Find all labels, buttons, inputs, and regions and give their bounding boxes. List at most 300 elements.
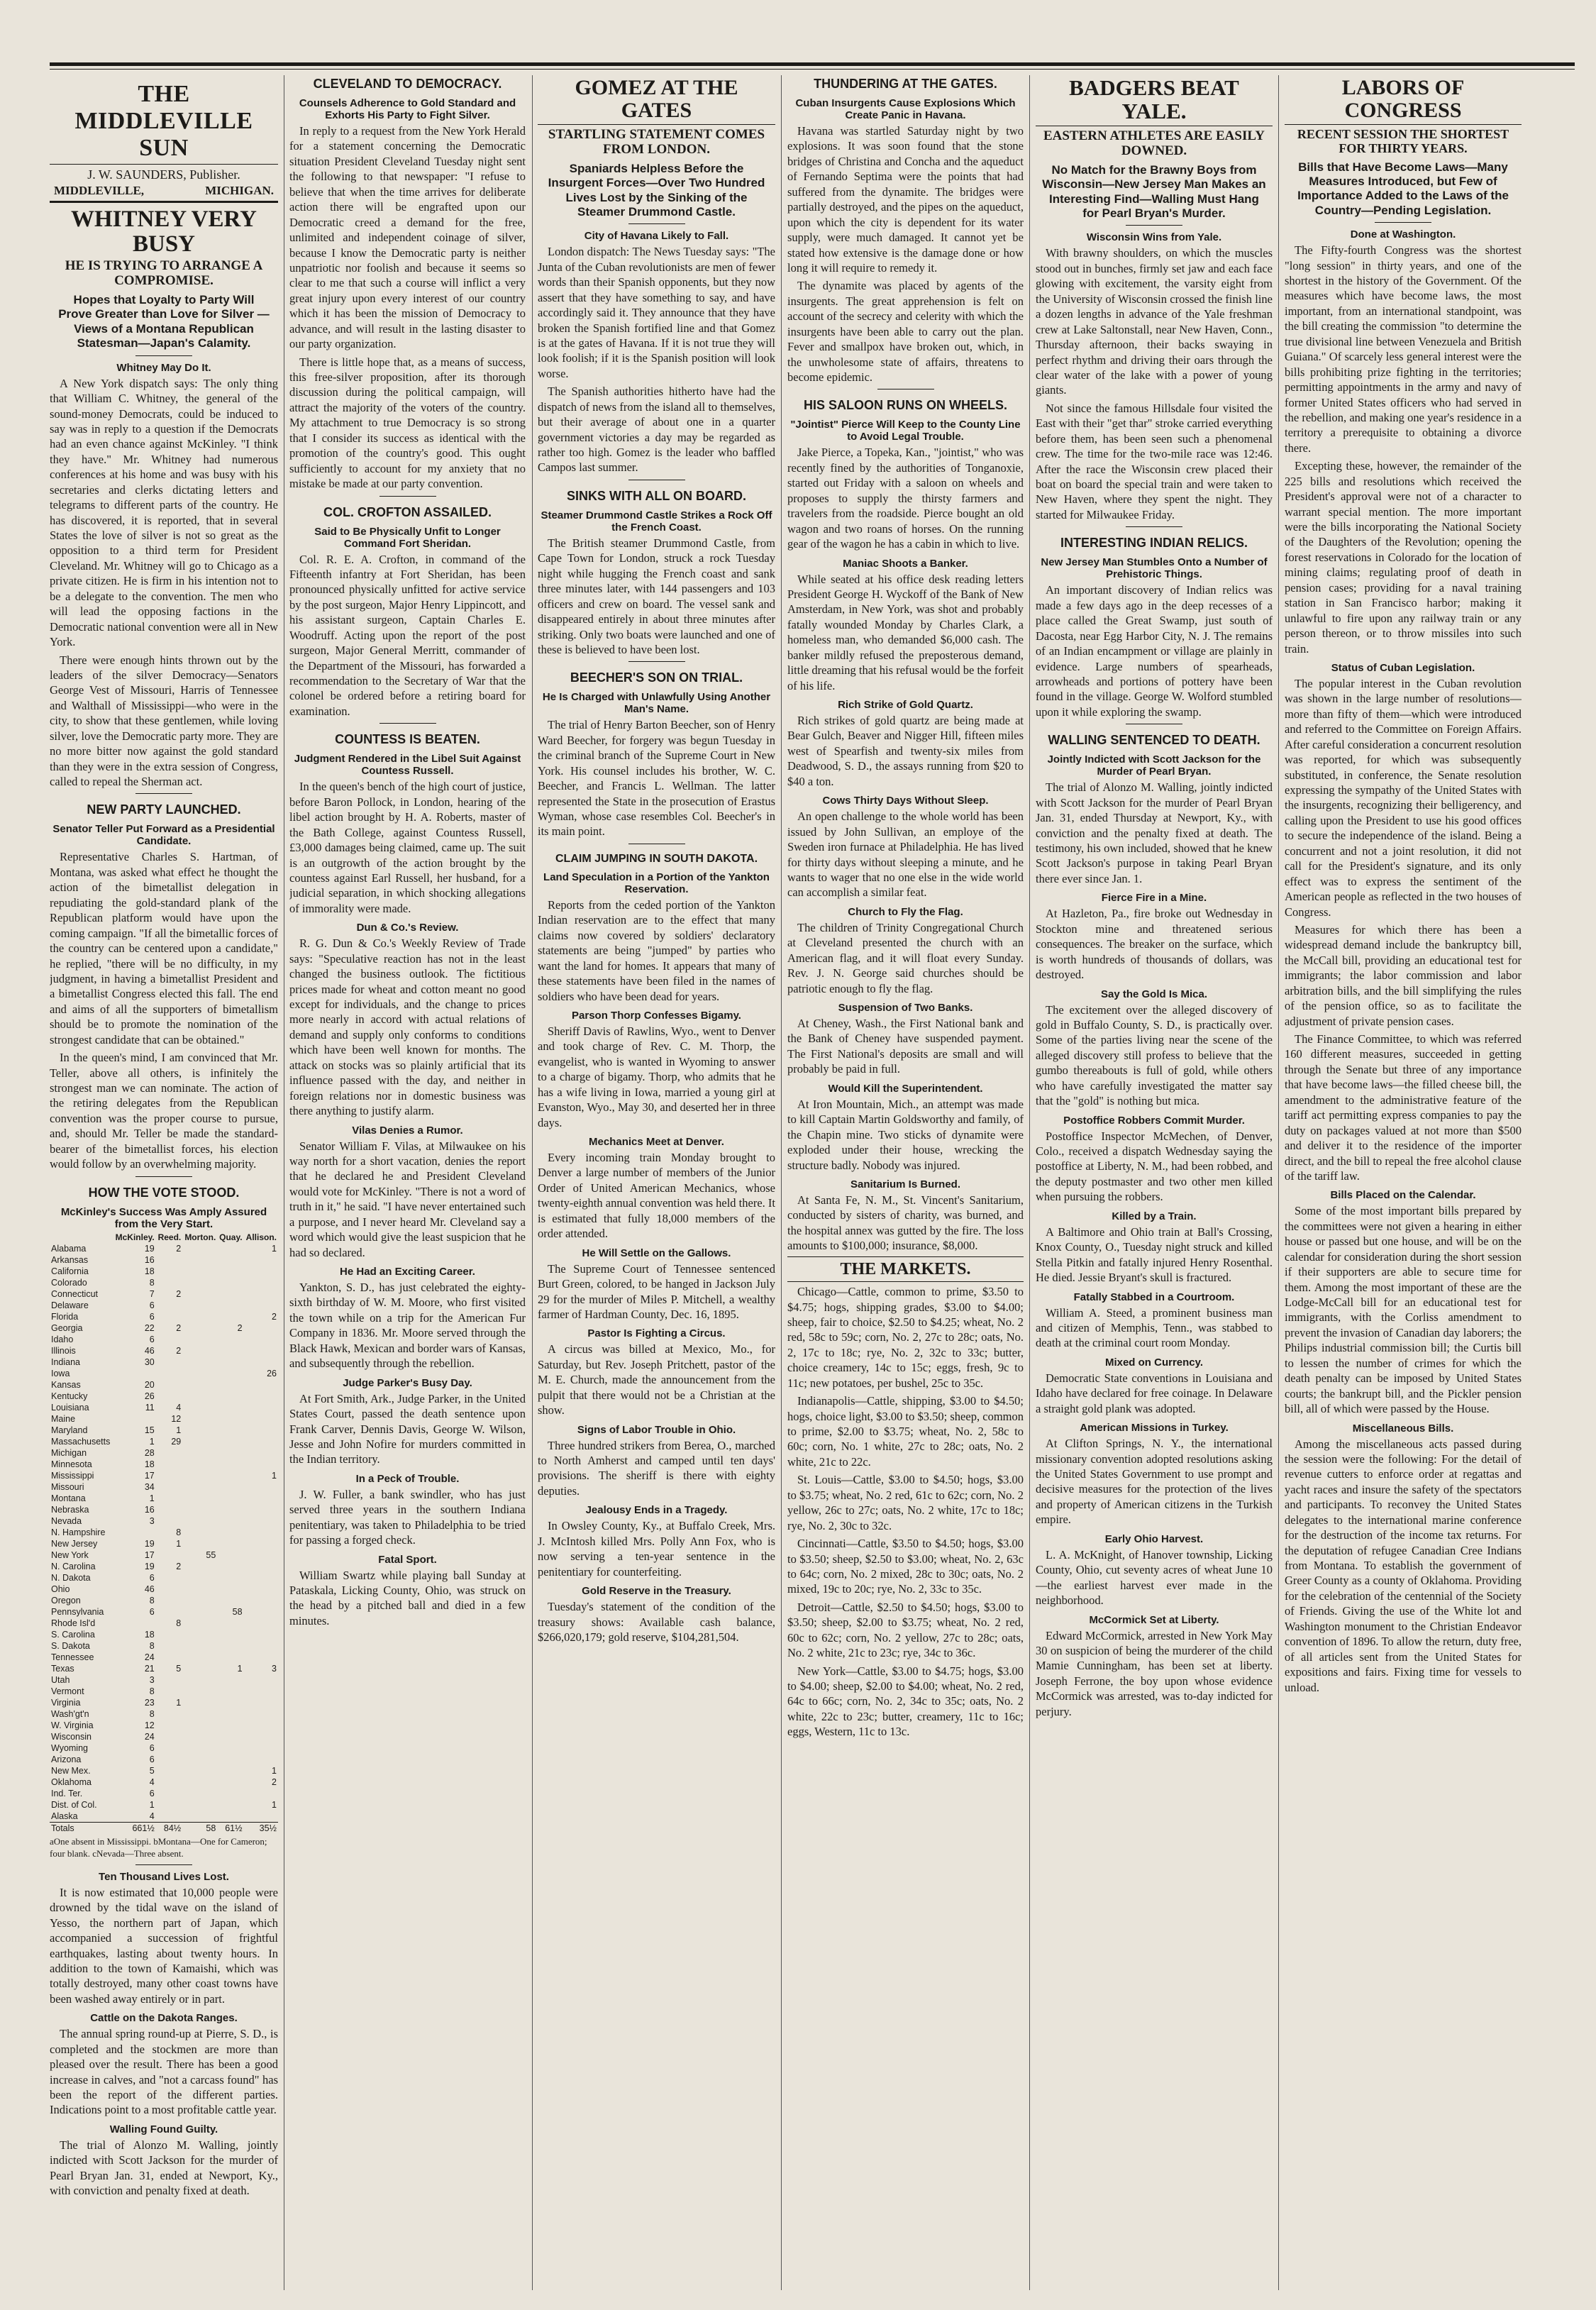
table-row: [50, 1311, 278, 1322]
table-cell: [182, 1618, 217, 1629]
table-cell: Alaska: [51, 1811, 78, 1821]
table-cell: [217, 1391, 243, 1402]
section-title: HOW THE VOTE STOOD.: [88, 1185, 240, 1200]
table-cell: [182, 1391, 217, 1402]
table-cell: [156, 1493, 183, 1504]
table-cell: [217, 1368, 243, 1379]
table-cell: [244, 1652, 278, 1663]
table-cell: 19: [144, 1538, 155, 1549]
table-row: [50, 1584, 278, 1595]
section-title: Miscellaneous Bills.: [1352, 1422, 1454, 1435]
table-row: [50, 1254, 278, 1266]
table-cell: Arkansas: [51, 1254, 89, 1265]
table-cell: Ind. Ter.: [51, 1788, 83, 1798]
table-cell: Montana: [51, 1493, 86, 1503]
table-cell: [182, 1640, 217, 1652]
divider: [379, 723, 436, 724]
table-cell: [244, 1266, 278, 1277]
article-paragraph: The trial of Alonzo M. Walling, jointly indicted with Scott Jackson for the murder of Pearl Bryan Jan. 31, ended Thursday at Newport, Ky., with conviction and the penalty fixed at death. The testimony, his own included, showed that he knew Scott Jackson's purpose in taking Pearl Bryan there ever since Jan. 1.: [1036, 780, 1273, 885]
table-cell: 8: [149, 1277, 155, 1288]
section-title: Say the Gold Is Mica.: [1100, 988, 1208, 1000]
article-paragraph: Yankton, S. D., has just celebrated the eighty-sixth birthday of W. M. Moore, who first visited the town while on a trip for the American Fur Company in 1836. Mr. Moore served through the Black Hawk, Mexican and border wars of Kansas, and subsequently through the rebellion.: [289, 1281, 526, 1371]
table-cell: 8: [149, 1708, 155, 1719]
table-cell: [244, 1549, 278, 1561]
market-report: Chicago—Cattle, common to prime, $3.50 to $4.75; hogs, shipping grades, $3.00 to $4.00; sheep, fair to choice, $2.50 to $4.25; wheat, No. 2 red, 58c to 59c; corn, No. 2, 27c to 28c; oats, No. 2, 17c to 18c; rye, No. 2, 32c to 33c; butter, choice creamery, 14c to 15c; eggs, fresh, 9c to 11c; new potatoes, per bushel, 25c to 35c.: [787, 1285, 1024, 1390]
table-cell: [244, 1402, 278, 1413]
table-cell: 1: [176, 1538, 182, 1549]
table-cell: 12: [171, 1413, 182, 1424]
vote-table-header: [50, 1232, 278, 1243]
table-row: [50, 1663, 278, 1674]
table-cell: Mississippi: [51, 1470, 94, 1481]
table-cell: [244, 1686, 278, 1697]
table-cell: Dist. of Col.: [51, 1799, 97, 1810]
table-cell: [182, 1527, 217, 1538]
table-cell: [244, 1322, 278, 1334]
table-row: [50, 1640, 278, 1652]
headline: WHITNEY VERY BUSY: [71, 206, 257, 257]
table-cell: Virginia: [51, 1697, 81, 1708]
table-cell: 3: [149, 1515, 155, 1526]
table-cell: 8: [176, 1527, 182, 1537]
table-cell: Massachusetts: [51, 1436, 111, 1447]
table-cell: Florida: [51, 1311, 79, 1322]
section-title: Whitney May Do It.: [116, 361, 211, 374]
table-cell: [156, 1549, 183, 1561]
table-cell: N. Dakota: [51, 1572, 91, 1583]
section-title: Status of Cuban Legislation.: [1331, 661, 1475, 674]
table-cell: [217, 1334, 243, 1345]
table-cell: [244, 1527, 278, 1538]
table-cell: [217, 1277, 243, 1288]
table-cell: S. Dakota: [51, 1640, 90, 1651]
table-cell: 1: [272, 1243, 277, 1254]
table-row: [50, 1799, 278, 1811]
table-cell: Indiana: [51, 1356, 81, 1367]
section-deck: "Jointist" Pierce Will Keep to the County Line to Avoid Legal Trouble.: [790, 419, 1021, 443]
table-cell: [217, 1788, 243, 1799]
article-paragraph: The British steamer Drummond Castle, from Cape Town for London, struck a rock Tuesday night while hugging the French coast and sank three minutes later, with 144 passengers and 103 officers and crew on board. The vessel sank and disappeared entirely in about three minutes after striking. Only two boats were launched and one of these is believed to have been lost.: [538, 536, 775, 656]
table-cell: [244, 1379, 278, 1391]
article-paragraph: An important discovery of Indian relics was made a few days ago in the deep recesses of a place called the Great Swamp, just south of Dacosta, near Egg Harbor City, N. J. The remains of an Indian encampment or village are plainly in evidence. Large numbers of spearheads, arrowheads and portions of pottery have been found in the village. George W. Wolford stumbled upon it while exploring the swamp.: [1036, 583, 1273, 719]
table-cell: Illinois: [51, 1345, 76, 1356]
table-cell: 4: [149, 1811, 155, 1821]
table-row: [50, 1742, 278, 1754]
table-cell: 18: [144, 1629, 155, 1640]
table-cell: [217, 1470, 243, 1481]
table-row: [50, 1720, 278, 1731]
table-cell: [217, 1356, 243, 1368]
table-cell: [156, 1447, 183, 1459]
table-cell: 1: [272, 1470, 277, 1481]
table-cell: [182, 1266, 217, 1277]
table-cell: [217, 1515, 243, 1527]
table-row: [50, 1266, 278, 1277]
table-cell: 17: [144, 1549, 155, 1560]
section-title: He Had an Exciting Career.: [340, 1266, 475, 1278]
article-paragraph: In reply to a request from the New York Herald for a statement concerning the Democratic situation President Cleveland Tuesday night sent the following to that newspaper: "I refuse to believe that when the time arrives for deliberate action there will be engrafted upon our Democratic creed a demand for the free, unlimited and independent coinage of silver, because I know the Democratic party is neither unpatriotic nor foolish and because it seems so clear to me that such a course will inflict a very great injury upon every interest of our country which it has been the mission of Democracy to advance, and will result in the lasting disaster to our party organization.: [289, 124, 526, 351]
article-paragraph: At Cheney, Wash., the First National bank and the Bank of Cheney have suspended payment. The First National's deposits are small and will probably be paid in full.: [787, 1017, 1024, 1076]
article-paragraph: Not since the famous Hillsdale four visited the East with their "get thar" stroke carried everything before them, has been seen such a phenomenal crew. The time for the two-mile race was 12:46. After the race the Wisconsin crew placed their boat on board the special train and were taken to New Haven, where they spent the night. They started for Milwaukee Friday.: [1036, 401, 1273, 521]
table-cell: Wyoming: [51, 1742, 88, 1753]
table-cell: [113, 1618, 155, 1629]
section-title: Walling Found Guilty.: [109, 2123, 218, 2135]
article-paragraph: L. A. McKnight, of Hanover township, Licking County, Ohio, cut seventy acres of wheat June 10—the earliest harvest ever made in the neighborhood.: [1036, 1547, 1273, 1608]
section-deck: Land Speculation in a Portion of the Yankton Reservation.: [543, 871, 770, 895]
article-paragraph: Sheriff Davis of Rawlins, Wyo., went to Denver and took charge of Rev. C. M. Thorp, the evangelist, who is wanted in Wyoming to answer to a charge of bigamy. Thorp, who admits that he has a wife living in Iowa, married a young girl at Evanston, Wyo., May 30, and deserted her in three days.: [538, 1024, 775, 1129]
section-title: Gold Reserve in the Treasury.: [582, 1585, 731, 1598]
vote-table-body: [50, 1243, 278, 1834]
table-cell: 12: [144, 1720, 155, 1730]
table-cell: [182, 1652, 217, 1663]
table-cell: [217, 1618, 243, 1629]
table-cell: 30: [144, 1356, 155, 1367]
table-cell: Vermont: [51, 1686, 84, 1696]
deck: Hopes that Loyalty to Party Will Prove Greater than Love for Silver —Views of a Montana Republican Statesman—Japan's Calamity.: [58, 293, 270, 350]
article-paragraph: Edward McCormick, arrested in New York May 30 on suspicion of being the murderer of the child Mamie Cunningham, has been set at liberty. Joseph Ferrone, the boy upon whose evidence McCormick was arrested, was to-day indicted for perjury.: [1036, 1628, 1273, 1718]
masthead-rule: [50, 164, 278, 165]
table-cell: [244, 1629, 278, 1640]
article-paragraph: The Fifty-fourth Congress was the shortest "long session" in thirty years, and one of the shortest in the history of the Government. Of the measures which have become laws, the most important, from an international standpoint, was the bill creating the commission "to determine the true divisional line between Venezuela and British Guiana." Of scarcely less general interest were the bills prohibiting prize fighting in the territories; permitting appointments in the army and navy of former United States officers who had served in the rebellion, and making one year's residence in a territory a prerequisite to obtaining a divorce there.: [1285, 243, 1522, 455]
table-cell: [217, 1640, 243, 1652]
table-cell: 6: [149, 1742, 155, 1753]
table-cell: Oregon: [51, 1595, 81, 1606]
table-cell: [217, 1288, 243, 1300]
headline: BADGERS BEAT YALE.: [1069, 75, 1239, 123]
table-cell: 84½: [163, 1823, 182, 1833]
table-cell: Connecticut: [51, 1288, 99, 1299]
section-title: Pastor Is Fighting a Circus.: [587, 1327, 726, 1340]
table-cell: 2: [272, 1311, 277, 1322]
article-paragraph: Excepting these, however, the remainder of the 225 bills and resolutions which received the President's approval were not of a character to warrant special mention. The more important were the bills incorporating the National Society of the Daughters of the Revolution; opening the forest reservations in Colorado for the location of mining claims; regulating proof of death in pension cases; providing for a naval training station in San Francisco harbor; making it unlawful to fire upon any railway train or any person thereon, or to throw missiles into such train.: [1285, 459, 1522, 656]
section-title: Vilas Denies a Rumor.: [352, 1124, 463, 1137]
table-cell: [217, 1686, 243, 1697]
table-row: [50, 1788, 278, 1799]
masthead-state: MICHIGAN.: [205, 184, 274, 197]
section-title: Killed by a Train.: [1112, 1210, 1197, 1222]
table-cell: [244, 1300, 278, 1311]
market-report: St. Louis—Cattle, $3.00 to $4.50; hogs, $3.00 to $3.75; wheat, No. 2 red, 61c to 62c; corn, No. 2 yellow, 26c to 27c; oats, No. 2 white, 17c to 18c; rye, No. 2, 30c to 32c.: [787, 1473, 1024, 1532]
article-paragraph: A Baltimore and Ohio train at Ball's Crossing, Knox County, O., Tuesday night struck and killed Stella Pitkin and fatally injured Henry Rosenthal. He died. Jessie Bryant's skull is fractured.: [1036, 1225, 1273, 1285]
table-row: [50, 1561, 278, 1572]
table-row: [50, 1447, 278, 1459]
divider: [135, 793, 192, 794]
table-row: [50, 1402, 278, 1413]
table-cell: [156, 1584, 183, 1595]
table-cell: 6: [149, 1754, 155, 1764]
table-row: [50, 1549, 278, 1561]
article-paragraph: Jake Pierce, a Topeka, Kan., "jointist," who was recently fined by the authorities of Tonganoxie, started out Friday with a saloon on wheels and proposes to supply the thirsty farmers and travelers from the roadside. Pierce bought an old wagon and two roans of horses. On the running gear of the wagon he has a cabin in which to live.: [787, 446, 1024, 551]
headline: LABORS OF CONGRESS: [1341, 76, 1465, 122]
table-cell: [156, 1788, 183, 1799]
table-cell: 19: [144, 1561, 155, 1571]
table-cell: [156, 1720, 183, 1731]
table-cell: [217, 1799, 243, 1811]
table-cell: 61½: [225, 1823, 243, 1833]
table-cell: [217, 1572, 243, 1584]
subhead: RECENT SESSION THE SHORTEST FOR THIRTY YEARS.: [1297, 127, 1509, 155]
section-deck: Judgment Rendered in the Libel Suit Against Countess Russell.: [294, 753, 521, 778]
table-row: [50, 1470, 278, 1481]
divider: [379, 496, 436, 497]
table-row: [50, 1515, 278, 1527]
table-cell: 6: [149, 1311, 155, 1322]
table-cell: [244, 1640, 278, 1652]
section-title: BEECHER'S SON ON TRIAL.: [570, 670, 743, 685]
table-cell: [182, 1459, 217, 1470]
table-cell: [182, 1379, 217, 1391]
section-title: Rich Strike of Gold Quartz.: [838, 699, 973, 711]
table-cell: 58: [232, 1606, 243, 1617]
table-row: [50, 1811, 278, 1823]
article-paragraph: Democratic State conventions in Louisiana and Idaho have declared for free coinage. In Delaware a straight gold plank was adopted.: [1036, 1371, 1273, 1415]
table-cell: [182, 1595, 217, 1606]
table-cell: [182, 1776, 217, 1788]
column-rule: [1029, 75, 1030, 2290]
table-cell: Oklahoma: [51, 1776, 92, 1787]
table-cell: [113, 1413, 155, 1425]
table-cell: [182, 1731, 217, 1742]
article-paragraph: Among the miscellaneous acts passed during the session were the following: For the detail of revenue cutters to enforce order at regattas and yacht races and insure the safety of the spectators and participants. To reconvey the United States delegates to the international marine conference for the destruction of the income tax returns. For the deputation of refugee Canadian Cree Indians from Montana. To establish the government of Greer County as a county of Oklahoma. Providing for the celebration of the centennial of the Society of Friends. Giving the use of the White lot and Washington monument to the Christian Endeavor convention of 1896. To allow the return, duty free, of all articles sent from the United States for expositions and fairs. Fixing time for vessels to unload.: [1285, 1437, 1522, 1694]
table-row: [50, 1708, 278, 1720]
table-cell: 8: [149, 1640, 155, 1651]
table-cell: [244, 1572, 278, 1584]
table-cell: [182, 1572, 217, 1584]
article-paragraph: The dynamite was placed by agents of the insurgents. The great apprehension is felt on account of the secrecy and celerity with which the insurgents have been able to carry out the plan. Fever and smallpox have broken out, which, in the unwholesome state of affairs, threatens to become epidemic.: [787, 279, 1024, 384]
column-6: [1285, 75, 1522, 2290]
market-report: Cincinnati—Cattle, $3.50 to $4.50; hogs, $3.00 to $3.50; sheep, $2.50 to $3.00; wheat, No. 2, 63c to 64c; corn, No. 2 mixed, 28c to 30c; oats, No. 2 mixed, 19c to 20c; rye, No. 2, 33c to 35c.: [787, 1537, 1024, 1596]
table-cell: [217, 1402, 243, 1413]
table-row: [50, 1629, 278, 1640]
table-cell: [244, 1459, 278, 1470]
table-cell: Utah: [51, 1674, 70, 1685]
table-cell: 1: [272, 1765, 277, 1776]
table-cell: Georgia: [51, 1322, 83, 1333]
table-cell: 8: [149, 1595, 155, 1606]
table-cell: [244, 1731, 278, 1742]
table-cell: [182, 1334, 217, 1345]
table-cell: 28: [144, 1447, 155, 1458]
article-paragraph: At Clifton Springs, N. Y., the international missionary convention adopted resolutions asking the United States Government to use prompt and decisive measures for the protection of the lives and property of American citizens in the Turkish empire.: [1036, 1437, 1273, 1527]
table-cell: [182, 1277, 217, 1288]
table-cell: 26: [144, 1391, 155, 1401]
table-cell: [244, 1697, 278, 1708]
deck: Bills that Have Become Laws—Many Measures Introduced, but Few of Importance Added to the Laws of the Country—Pending Legislation.: [1297, 160, 1509, 217]
section-deck: McKinley's Success Was Amply Assured from the Very Start.: [60, 1205, 267, 1230]
column-1: [50, 75, 278, 2290]
headline-rule: [1285, 124, 1522, 125]
section-title: COL. CROFTON ASSAILED.: [323, 504, 492, 519]
table-cell: [156, 1606, 183, 1618]
table-cell: [217, 1425, 243, 1436]
article-paragraph: The Finance Committee, to which was referred 160 different measures, succeeded in getting through the Senate but three of any importance that have become laws—the filled cheese bill, the amendment to the administrative feature of the tariff act permitting express companies to pay the duty on packages valued at not more than $500 and deliver it to the residence of the importer direct, and the bill to repeal the free alcohol clause of the tariff law.: [1285, 1032, 1522, 1183]
table-cell: [156, 1334, 183, 1345]
masthead-dateline: [50, 184, 278, 198]
article-paragraph: The trial of Alonzo M. Walling, jointly indicted with Scott Jackson for the murder of Pearl Bryan Jan. 31, ended at Newport, Ky., with conviction and penalty fixed at death.: [50, 2138, 278, 2198]
article-paragraph: In the queen's bench of the high court of justice, before Baron Pollock, in London, hearing of the libel action brought by H. A. Roberts, master of the Bath College, against Countess Russell, £3,000 damages being claimed, came up. The suit is an outgrowth of the action brought by the countess against Earl Russell, her husband, for a judicial separation, in which shocking allegations of immorality were made.: [289, 780, 526, 915]
section-title: Cows Thirty Days Without Sleep.: [822, 795, 989, 807]
article-paragraph: At Iron Mountain, Mich., an attempt was made to kill Captain Martin Goldsworthy and family, of the Chapin mine. Two sticks of dynamite were exploded under their house, wrecking the structure badly. Nobody was injured.: [787, 1097, 1024, 1172]
table-cell: 5: [149, 1765, 155, 1776]
table-cell: New Mex.: [51, 1765, 91, 1776]
table-cell: [156, 1754, 183, 1765]
table-row: [50, 1391, 278, 1402]
article-paragraph: Senator William F. Vilas, at Milwaukee on his way north for a short vacation, denies the report that he declared he and President Cleveland would vote for McKinley. "There is not a word of truth in it," he said. "I have never entertained such a purpose, and I never heard Mr. Cleveland say a word which would give the least suspicion that he had so declared.: [289, 1139, 526, 1259]
table-cell: [217, 1459, 243, 1470]
table-cell: [156, 1368, 183, 1379]
table-cell: 2: [176, 1243, 182, 1254]
section-title: Parson Thorp Confesses Bigamy.: [572, 1009, 741, 1022]
table-cell: Nebraska: [51, 1504, 89, 1515]
article-paragraph: At Santa Fe, N. M., St. Vincent's Sanitarium, conducted by sisters of charity, was burned, and the hospital annex was gutted by the fire. The loss amounts to $100,000; insurance, $8,000.: [787, 1193, 1024, 1253]
section-title: American Missions in Turkey.: [1080, 1422, 1229, 1435]
table-cell: [244, 1504, 278, 1515]
table-cell: [217, 1504, 243, 1515]
table-cell: [182, 1663, 217, 1674]
section-title: He Will Settle on the Gallows.: [582, 1247, 731, 1259]
table-cell: [217, 1765, 243, 1776]
table-cell: [217, 1731, 243, 1742]
article-paragraph: An open challenge to the whole world has been issued by John Sullivan, an employe of the Sweden iron furnace at Philadelphia. He has lived for thirty days without sleeping a minute, and he wants to wager that no one else in the wide world can accomplish a similar feat.: [787, 809, 1024, 900]
table-cell: [244, 1742, 278, 1754]
divider: [1126, 225, 1182, 226]
article-paragraph: With brawny shoulders, on which the muscles stood out in bunches, firmly set jaw and each face glowing with excitement, the varsity eight from the University of Wisconsin crossed the finish line a dozen lengths in advance of the Yale freshman crew at Lake Saltonstall, near New Haven, Conn., Thursday afternoon, their backs swaying in perfect rhythm and driving their oars through the clear water of the lake with a power of young giants.: [1036, 246, 1273, 397]
table-cell: [182, 1606, 217, 1618]
table-row: [50, 1538, 278, 1549]
article-paragraph: While seated at his office desk reading letters President George H. Wyckoff of the Bank of New Amsterdam, in New York, was shot and probably fatally wounded Monday by Charles Clark, a homeless man, who demanded $6,000 cash. The banker mildly refused the preposterous demand, little dreaming that his refusal would be the forfeit of his life.: [787, 572, 1024, 692]
table-cell: [182, 1504, 217, 1515]
table-cell: [156, 1277, 183, 1288]
section-title: Done at Washington.: [1350, 228, 1456, 241]
divider: [135, 1864, 192, 1865]
table-cell: [244, 1811, 278, 1823]
table-cell: [182, 1311, 217, 1322]
table-row: [50, 1776, 278, 1788]
table-row: [50, 1356, 278, 1368]
article-paragraph: Some of the most important bills prepared by the committees were not given a hearing in either house or passed but one house, and will be on the calendar for consideration during the short session if their supporters are able to secure time for them. Among the most important of these are the Lodge-McCall bill for an educational test for immigrants, with the Corliss amendment to prevent the invasion of Canadian day laborers; the Philips industrial commission bill; the Curtis bill to lessen the number of crimes for which the death penalty can be imposed by United States courts; the bankrupt bill, and the Pickler pension bill, all of which were passed by the House.: [1285, 1204, 1522, 1416]
article-paragraph: Havana was startled Saturday night by two explosions. It was soon found that the stone bridges of Christina and Concha and the aqueduct of Fernando Septima were the points that had suffered from the dynamite. The bridges were partially destroyed, and the pipes on the aqueduct, upon which the city is dependent for its water supply, were much damaged. It cannot yet be stated how extensive is the damage done or how long it will require to remedy it.: [787, 124, 1024, 275]
table-cell: [182, 1243, 217, 1254]
table-cell: 1: [237, 1663, 243, 1674]
table-row: [50, 1731, 278, 1742]
table-cell: [217, 1493, 243, 1504]
article-paragraph: Measures for which there has been a widespread demand include the bankruptcy bill, the McCall bill, providing an educational test for immigrants; the labor commission and labor arbitration bills, and the bill simplifying the rules of the pension office, so as to facilitate the adjustment of private pension cases.: [1285, 922, 1522, 1028]
table-cell: 55: [206, 1549, 216, 1560]
table-cell: [244, 1606, 278, 1618]
table-cell: [156, 1266, 183, 1277]
article-paragraph: Tuesday's statement of the condition of the treasury shows: Available cash balance, $266,020,179; gold reserve, $104,281,504.: [538, 1600, 775, 1644]
headline: GOMEZ AT THE GATES: [575, 76, 738, 122]
table-cell: 1: [176, 1425, 182, 1435]
section-title: Church to Fly the Flag.: [848, 905, 963, 918]
vote-column-header: Allison.: [245, 1232, 277, 1242]
table-row: [50, 1754, 278, 1765]
table-row: [50, 1504, 278, 1515]
table-cell: [182, 1674, 217, 1686]
table-cell: 23: [144, 1697, 155, 1708]
table-cell: [244, 1481, 278, 1493]
table-cell: Rhode Isl'd: [51, 1618, 96, 1628]
section-title: Bills Placed on the Calendar.: [1330, 1189, 1476, 1202]
divider: [787, 1256, 1024, 1257]
section-deck: He Is Charged with Unlawfully Using Another Man's Name.: [542, 691, 771, 716]
table-cell: 18: [144, 1459, 155, 1469]
table-cell: [244, 1584, 278, 1595]
table-cell: 7: [149, 1288, 155, 1299]
table-cell: [217, 1447, 243, 1459]
table-cell: [217, 1549, 243, 1561]
table-cell: 16: [144, 1504, 155, 1515]
table-cell: [156, 1504, 183, 1515]
table-cell: [244, 1720, 278, 1731]
table-cell: [244, 1391, 278, 1402]
table-cell: Ohio: [51, 1584, 70, 1594]
table-cell: 2: [176, 1561, 182, 1571]
table-cell: [156, 1391, 183, 1402]
article-paragraph: William Swartz while playing ball Sunday at Pataskala, Licking County, Ohio, was struck on the head by a pitched ball and died in a few minutes.: [289, 1568, 526, 1628]
table-cell: 2: [176, 1345, 182, 1356]
table-cell: [182, 1402, 217, 1413]
subhead: STARTLING STATEMENT COMES FROM LONDON.: [548, 127, 765, 157]
table-cell: Texas: [51, 1663, 74, 1674]
article-paragraph: R. G. Dun & Co.'s Weekly Review of Trade says: "Speculative reaction has not in the least changed the business outlook. The fictitious prices made for wheat and cotton meant no good except for individuals, and the change to prices more nearly in accord with actual relations of demand and supply only conforms to conditions which have been well known for months. The attack on stocks was so plainly artificial that its influence passed with the day, and neither in foreign relations nor in domestic business was there anything to justify alarm.: [289, 936, 526, 1118]
table-cell: [217, 1584, 243, 1595]
table-cell: [217, 1243, 243, 1254]
table-cell: [244, 1425, 278, 1436]
masthead-city: MIDDLEVILLE,: [54, 184, 145, 197]
section-title: CLAIM JUMPING IN SOUTH DAKOTA.: [555, 852, 758, 865]
table-cell: New Jersey: [51, 1538, 98, 1549]
table-row: [50, 1459, 278, 1470]
table-cell: [156, 1515, 183, 1527]
article-paragraph: A New York dispatch says: The only thing that William C. Whitney, the general of the sound-money Democrats, could be induced to say was in reply to a question if the Democrats had an even chance against McKinley. "I think they have." Mr. Whitney had numerous conferences at his home and was busy with his secretaries and clerks dictating letters and telegrams to different parts of the country. He has discovered, it is reported, that in several States the love of silver is not so great as the opposition to a third term for President Cleveland. Mr. Whitney will go to Chicago as a private citizen. He is firm in his intention not to be a delegate to the convention. The men who will lead the opposing factions in the Democratic national convention were all in New York.: [50, 376, 278, 649]
table-cell: 58: [206, 1823, 216, 1833]
masthead-rule-thick: [50, 201, 278, 203]
section-deck: New Jersey Man Stumbles Onto a Number of Prehistoric Things.: [1041, 556, 1268, 581]
section-title: City of Havana Likely to Fall.: [584, 230, 729, 243]
table-cell: [182, 1538, 217, 1549]
table-cell: 6: [149, 1606, 155, 1617]
table-cell: [156, 1311, 183, 1322]
table-cell: [156, 1776, 183, 1788]
article-paragraph: In the queen's mind, I am convinced that Mr. Teller, above all others, is infinitely the strongest man we can nominate. The action of the retiring delegates from the Republican convention was the proper course to pursue, and, should Mr. Teller be made the standard-bearer of the bimetallist forces, his election would follow by an overwhelming majority.: [50, 1051, 278, 1171]
section-title: Dun & Co.'s Review.: [356, 922, 459, 934]
table-cell: 19: [144, 1243, 155, 1254]
column-4: [787, 75, 1024, 2290]
table-cell: 24: [144, 1731, 155, 1742]
table-row: [50, 1368, 278, 1379]
article-paragraph: Rich strikes of gold quartz are being made at Bear Gulch, Beaver and Nigger Hill, fifteen miles west of Spearfish and twenty-six miles from Deadwood, S. D., the assays running from $20 to $40 a ton.: [787, 714, 1024, 788]
section-deck: Senator Teller Put Forward as a Presidential Candidate.: [52, 823, 275, 848]
market-report: Detroit—Cattle, $2.50 to $4.50; hogs, $3.00 to $3.50; sheep, $2.00 to $3.75; wheat, No. 2 red, 60c to 62c; corn, No. 2 yellow, 27c to 28c; oats, No. 2 white, 21c to 23c; rye, 34c to 36c.: [787, 1600, 1024, 1660]
table-row: [50, 1413, 278, 1425]
table-cell: [182, 1561, 217, 1572]
section-title: Signs of Labor Trouble in Ohio.: [577, 1423, 736, 1436]
headline: THUNDERING AT THE GATES.: [814, 77, 997, 91]
table-cell: [182, 1368, 217, 1379]
section-title: WALLING SENTENCED TO DEATH.: [1048, 733, 1260, 748]
table-cell: Wisconsin: [51, 1731, 92, 1742]
section-title: Judge Parker's Busy Day.: [343, 1376, 472, 1389]
table-row: [50, 1436, 278, 1447]
section-title: Jealousy Ends in a Tragedy.: [585, 1504, 728, 1517]
table-cell: Colorado: [51, 1277, 87, 1288]
table-cell: [182, 1754, 217, 1765]
table-cell: 6: [149, 1788, 155, 1798]
article-paragraph: Every incoming train Monday brought to Denver a large number of members of the Junior Order of United American Mechanics, whose twenty-eighth annual convention was held there. It is estimated that fully 18,000 members of the order attended.: [538, 1151, 775, 1241]
table-cell: [217, 1300, 243, 1311]
table-row: [50, 1697, 278, 1708]
